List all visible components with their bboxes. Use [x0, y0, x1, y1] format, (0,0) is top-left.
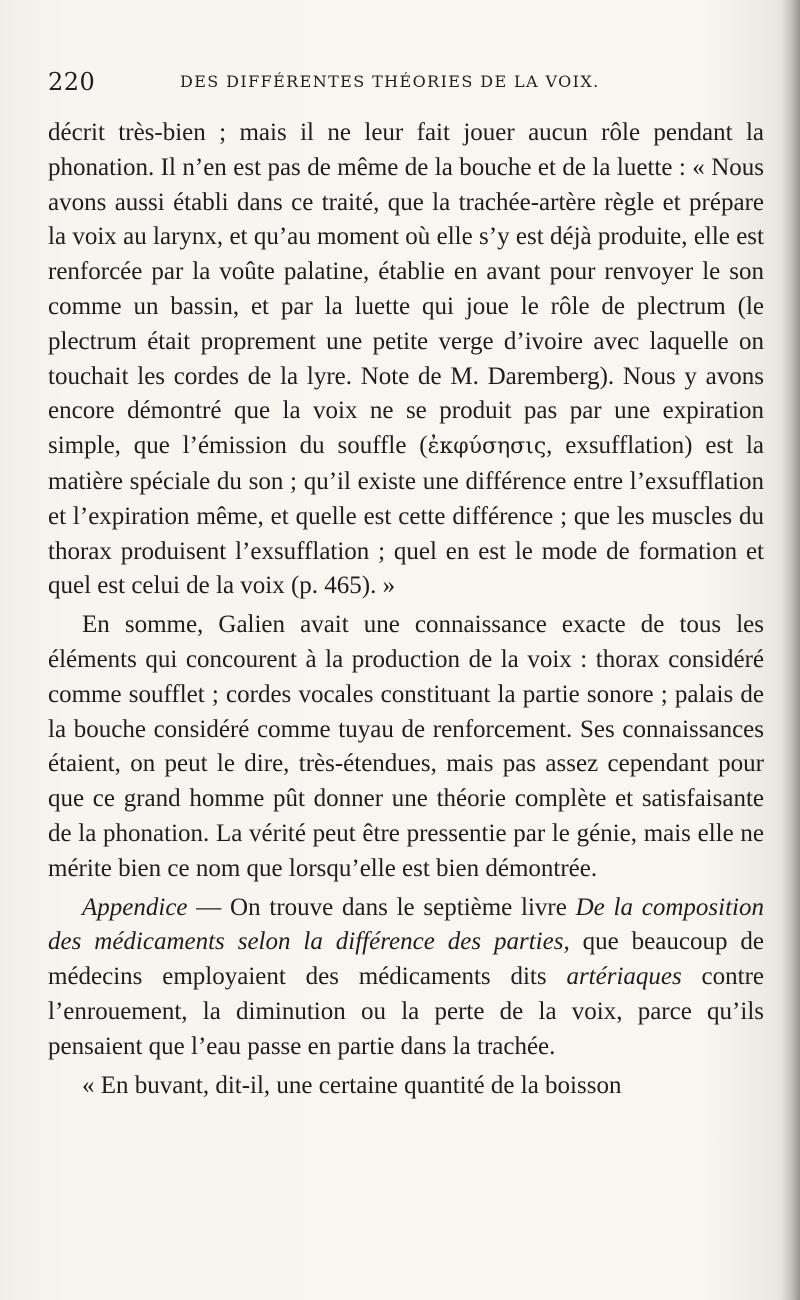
greek-term: ἐκφύσησις	[427, 434, 547, 460]
paragraph-3	[48, 891, 764, 1065]
running-title: DES DIFFÉRENTES THÉORIES DE LA VOIX.	[180, 72, 600, 91]
medical-term: artériaques	[566, 963, 682, 991]
paragraph-3-dash: — On trouve dans le septième livre	[187, 893, 576, 921]
paragraph-3-end: contre l’enrouement, la diminution ou la perte de la voix, parce qu’ils pensaient que l’eau passe en partie dans la trachée.	[48, 963, 765, 1060]
paragraph-3-mid: que beaucoup de médecins employaient des médicaments dits	[48, 928, 765, 991]
paragraph-4-text: « En buvant, dit-il, une certaine quantité de la boisson	[82, 1071, 622, 1099]
paragraph-1-text-end: , exsufflation) est la matière spéciale du son ; qu’il existe une différence entre l’exsufflation et l’expiration même, et quelle est cette différence ; que les muscles du thorax produisent l’exsufflation ; quel en est le mode de formation et quel est celui de la voix (p. 465). »	[48, 432, 764, 600]
appendix-label: Appendice	[82, 893, 188, 921]
paragraph-4	[48, 1069, 764, 1104]
body-text	[48, 116, 764, 1103]
page-header	[48, 68, 768, 104]
book-title: De la composition des médicaments selon la différence des parties,	[48, 893, 764, 956]
paragraph-1-text: décrit très-bien ; mais il ne leur fait jouer aucun rôle pendant la phonation. Il n’en est pas de même de la bouche et de la luette : « Nous avons aussi établi dans ce traité, que la trachée-artère règle et prépare la voix au larynx, et qu’au moment où elle s’y est déjà produite, elle est renforcée par la voûte palatine, établie en avant pour renvoyer le son comme un bassin, et par la luette qui joue le rôle de plectrum (le plectrum était proprement une petite verge d’ivoire avec laquelle on touchait les cordes de la lyre. Note de M. Daremberg). Nous y avons encore démontré que la voix ne se produit pas par une expiration simple, que l’émission du souffle (	[48, 119, 764, 460]
page-number: 220	[48, 68, 96, 96]
page-edge-shadow	[782, 0, 800, 1300]
paragraph-2	[48, 608, 764, 886]
paragraph-1	[48, 116, 764, 604]
paragraph-2-text: En somme, Galien avait une connaissance exacte de tous les éléments qui concourent à la production de la voix : thorax considéré comme soufflet ; cordes vocales constituant la partie sonore ; palais de la bouche considéré comme tuyau de renforcement. Ses connaissances étaient, on peut le dire, très-étendues, mais pas assez cependant pour que ce grand homme pût donner une théorie complète et satisfaisante de la phonation. La vérité peut être pressentie par le génie, mais elle ne mérite bien ce nom que lorsqu’elle est bien démontrée.	[48, 611, 764, 882]
